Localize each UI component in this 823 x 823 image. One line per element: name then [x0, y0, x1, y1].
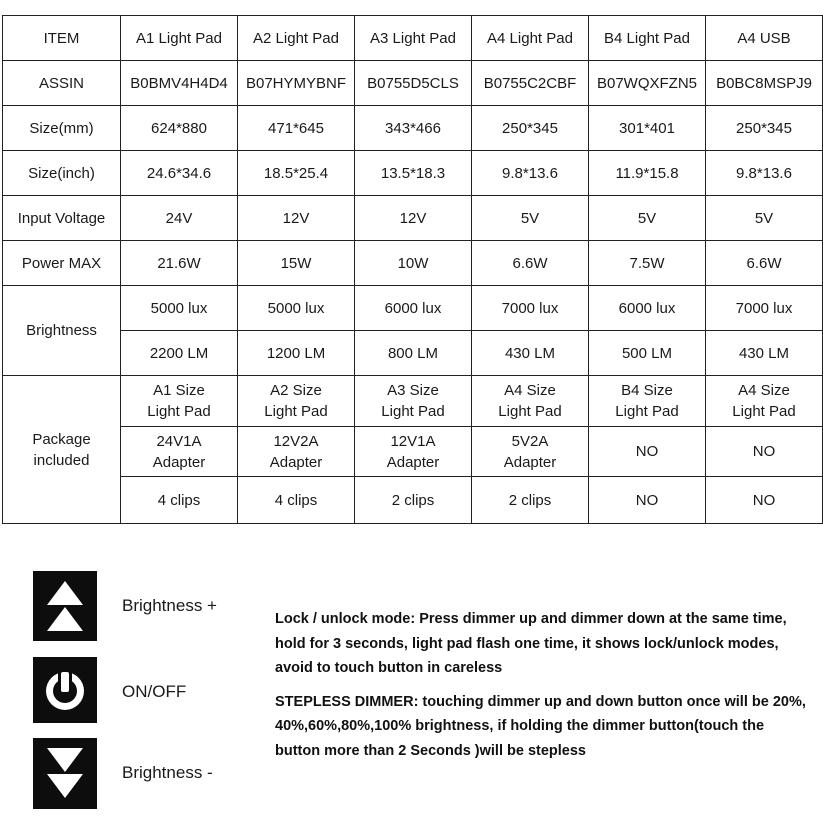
table-cell: NO [706, 477, 823, 524]
row-label: ASSIN [3, 61, 121, 106]
column-header: A4 Light Pad [472, 16, 589, 61]
table-cell: 7.5W [589, 241, 706, 286]
package-label [3, 376, 121, 524]
package-label-line1: Package [32, 430, 91, 448]
table-cell: 12V [355, 196, 472, 241]
package-pad-cell-line2: Light Pad [264, 403, 328, 420]
table-cell: 5000 lux [121, 286, 238, 331]
table-cell: NO [589, 477, 706, 524]
table-cell: 6.6W [706, 241, 823, 286]
size-inch-row [3, 151, 823, 196]
package-adapter-cell-line2: Adapter [152, 453, 206, 471]
table-cell: 430 LM [706, 331, 823, 376]
table-cell: 5V [472, 196, 589, 241]
table-cell: 471*645 [238, 106, 355, 151]
package-clips-row [3, 477, 823, 524]
package-pad-cell-line1: A1 Size [153, 382, 205, 399]
legend-brightness-down-label: Brightness - [122, 763, 213, 782]
table-cell: 18.5*25.4 [238, 151, 355, 196]
package-adapter-cell-line2: Adapter [386, 453, 440, 471]
package-adapter-cell-line1: 24V1A [156, 432, 202, 450]
legend-brightness-up-label: Brightness + [122, 596, 217, 615]
column-header: A2 Light Pad [238, 16, 355, 61]
table-cell: 6.6W [472, 241, 589, 286]
table-cell: B0BMV4H4D4 [121, 61, 238, 106]
package-pad-cell-line2: Light Pad [498, 403, 562, 420]
table-cell: 5000 lux [238, 286, 355, 331]
table-cell: 5V [706, 196, 823, 241]
table-cell: 21.6W [121, 241, 238, 286]
item-header: ITEM [3, 16, 121, 61]
table-cell: B07WQXFZN5 [589, 61, 706, 106]
table-cell: 11.9*15.8 [589, 151, 706, 196]
brightness-label: Brightness [3, 286, 121, 376]
row-label: Power MAX [3, 241, 121, 286]
package-adapter-cell [706, 427, 823, 477]
row-label: Input Voltage [3, 196, 121, 241]
table-cell: B07HYMYBNF [238, 61, 355, 106]
package-adapter-cell-line1: 5V2A [511, 432, 549, 450]
power-icon [33, 657, 97, 723]
package-adapter-cell [472, 427, 589, 477]
table-cell: 12V [238, 196, 355, 241]
package-adapter-cell [355, 427, 472, 477]
brightness-lm-row [3, 331, 823, 376]
package-pad-cell-line1: A3 Size [387, 382, 439, 399]
table-cell: 15W [238, 241, 355, 286]
package-pad-cell-line2: Light Pad [732, 403, 796, 420]
package-pad-cell-line1: B4 Size [621, 382, 673, 399]
package-pad-cell [706, 376, 823, 427]
power-max-row [3, 241, 823, 286]
package-pad-row [3, 376, 823, 427]
package-pad-cell-line1: A4 Size [504, 382, 556, 399]
package-pad-cell [589, 376, 706, 427]
row-label: Size(mm) [3, 106, 121, 151]
column-header: A4 USB [706, 16, 823, 61]
package-pad-cell-line2: Light Pad [147, 403, 211, 420]
double-up-arrow-icon [33, 571, 97, 641]
package-adapter-cell-line2: Adapter [503, 453, 557, 471]
header-row [3, 16, 823, 61]
stepless-dimmer-note: STEPLESS DIMMER: touching dimmer up and down button once will be 20%, 40%,60%,80%,100% brightness, if holding the dimmer button(touch the button more than 2 Seconds )will be stepless [275, 693, 806, 759]
package-pad-cell-line1: A4 Size [738, 382, 790, 399]
package-adapter-cell [121, 427, 238, 477]
brightness-lux-row [3, 286, 823, 331]
table-cell: 10W [355, 241, 472, 286]
notes [275, 607, 810, 772]
table-cell: 9.8*13.6 [706, 151, 823, 196]
table-cell: 6000 lux [355, 286, 472, 331]
table-cell: 7000 lux [706, 286, 823, 331]
table-cell: 343*466 [355, 106, 472, 151]
package-pad-cell-line2: Light Pad [381, 403, 445, 420]
size-mm-row [3, 106, 823, 151]
table-cell: 24V [121, 196, 238, 241]
table-cell: 301*401 [589, 106, 706, 151]
table-cell: B0BC8MSPJ9 [706, 61, 823, 106]
package-adapter-cell-line1: NO [635, 443, 659, 460]
package-pad-cell [355, 376, 472, 427]
package-adapter-cell-line1: NO [752, 443, 776, 460]
table-cell: 2200 LM [121, 331, 238, 376]
table-cell: B0755C2CBF [472, 61, 589, 106]
table-cell: 250*345 [472, 106, 589, 151]
table-cell: 5V [589, 196, 706, 241]
column-header: A3 Light Pad [355, 16, 472, 61]
package-adapter-cell-line1: 12V2A [273, 432, 319, 450]
lock-mode-note: Lock / unlock mode: Press dimmer up and dimmer down at the same time, hold for 3 seconds, light pad flash one time, it shows lock/unlock modes, avoid to touch button in careless [275, 611, 787, 676]
table-cell: 9.8*13.6 [472, 151, 589, 196]
spec-table [2, 15, 823, 524]
package-pad-cell [238, 376, 355, 427]
package-pad-cell-line2: Light Pad [615, 403, 679, 420]
table-cell: 2 clips [472, 477, 589, 524]
package-pad-cell [121, 376, 238, 427]
table-cell: 800 LM [355, 331, 472, 376]
table-cell: 430 LM [472, 331, 589, 376]
column-header: A1 Light Pad [121, 16, 238, 61]
table-cell: 2 clips [355, 477, 472, 524]
package-pad-cell [472, 376, 589, 427]
table-cell: 250*345 [706, 106, 823, 151]
table-cell: 7000 lux [472, 286, 589, 331]
package-adapter-cell-line1: 12V1A [390, 432, 436, 450]
table-cell: B0755D5CLS [355, 61, 472, 106]
package-adapter-row [3, 427, 823, 477]
package-adapter-cell-line2: Adapter [269, 453, 323, 471]
table-cell: 624*880 [121, 106, 238, 151]
table-cell: 6000 lux [589, 286, 706, 331]
table-cell: 4 clips [238, 477, 355, 524]
table-cell: 4 clips [121, 477, 238, 524]
assin-row [3, 61, 823, 106]
row-label: Size(inch) [3, 151, 121, 196]
table-cell: 500 LM [589, 331, 706, 376]
package-pad-cell-line1: A2 Size [270, 382, 322, 399]
legend-power-label: ON/OFF [122, 682, 187, 701]
package-adapter-cell [238, 427, 355, 477]
table-cell: 24.6*34.6 [121, 151, 238, 196]
package-label-line2: included [33, 451, 90, 469]
table-cell: 13.5*18.3 [355, 151, 472, 196]
double-down-arrow-icon [33, 738, 97, 809]
column-header: B4 Light Pad [589, 16, 706, 61]
package-adapter-cell [589, 427, 706, 477]
table-cell: 1200 LM [238, 331, 355, 376]
input-voltage-row [3, 196, 823, 241]
